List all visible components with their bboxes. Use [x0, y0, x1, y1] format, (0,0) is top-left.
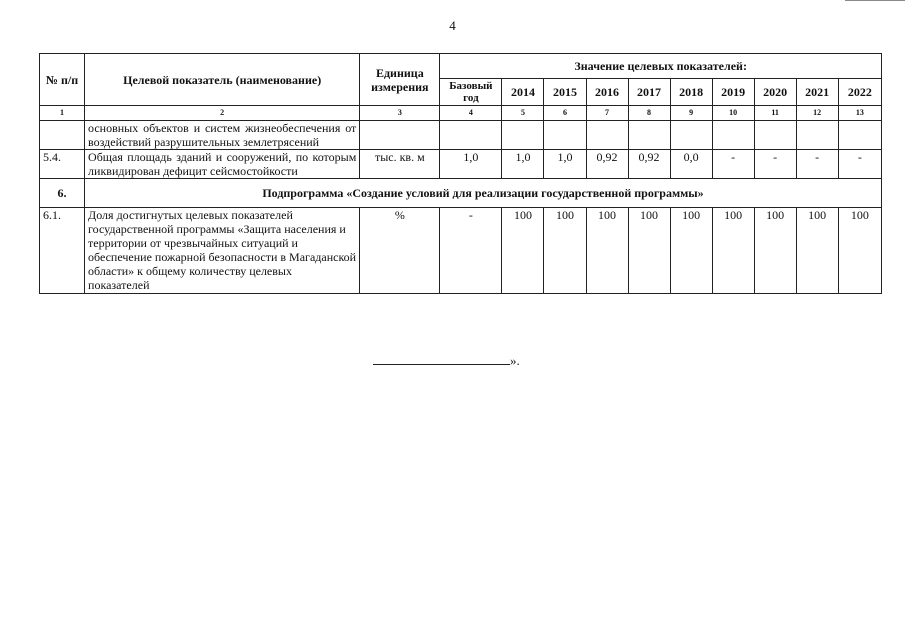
- row-value: [670, 121, 712, 150]
- row-value: [754, 121, 796, 150]
- row-value: 100: [628, 208, 670, 294]
- row-value: 100: [796, 208, 838, 294]
- row-unit: [360, 121, 440, 150]
- header-unit: Единица измерения: [360, 54, 440, 106]
- row-value: 0,0: [670, 150, 712, 179]
- closing-line: [373, 352, 520, 369]
- column-number: 5: [502, 106, 544, 121]
- row-value: [544, 121, 586, 150]
- row-value: [838, 121, 881, 150]
- row-num: 6.1.: [40, 208, 85, 294]
- row-value: [586, 121, 628, 150]
- header-year: 2014: [502, 79, 544, 106]
- header-year: 2015: [544, 79, 586, 106]
- column-number: 9: [670, 106, 712, 121]
- top-edge-rule: [845, 0, 905, 1]
- row-value: -: [838, 150, 881, 179]
- row-unit: тыс. кв. м: [360, 150, 440, 179]
- target-indicators-table: [39, 53, 882, 294]
- column-number: 13: [838, 106, 881, 121]
- row-value: 1,0: [502, 150, 544, 179]
- column-number: 10: [712, 106, 754, 121]
- header-year: 2016: [586, 79, 628, 106]
- column-number: 3: [360, 106, 440, 121]
- header-num: № п/п: [40, 54, 85, 106]
- row-value: 0,92: [628, 150, 670, 179]
- row-value: [796, 121, 838, 150]
- column-number: 8: [628, 106, 670, 121]
- row-value: [628, 121, 670, 150]
- row-value: [502, 121, 544, 150]
- header-year: 2022: [838, 79, 881, 106]
- row-base: -: [440, 208, 502, 294]
- row-indicator: основных объектов и систем жизнеобеспечения от воздействий разрушительных землетрясений: [85, 121, 360, 150]
- row-indicator: Доля достигнутых целевых показателей государственной программы «Защита населения и территории от чрезвычайных ситуаций и обеспечение пожарной безопасности в Магаданской области» к общему количеству целевых показателей: [85, 208, 360, 294]
- header-year: 2021: [796, 79, 838, 106]
- row-value: 100: [838, 208, 881, 294]
- row-value: 100: [544, 208, 586, 294]
- column-number: 12: [796, 106, 838, 121]
- column-number: 6: [544, 106, 586, 121]
- row-value: [712, 121, 754, 150]
- column-number: 4: [440, 106, 502, 121]
- row-num: 5.4.: [40, 150, 85, 179]
- column-number: 11: [754, 106, 796, 121]
- row-value: 100: [502, 208, 544, 294]
- page-number: 4: [449, 18, 456, 33]
- row-value: 1,0: [544, 150, 586, 179]
- row-value: 100: [586, 208, 628, 294]
- closing-quote-mark: ».: [510, 353, 520, 368]
- header-year: 2018: [670, 79, 712, 106]
- header-year: 2019: [712, 79, 754, 106]
- row-value: 100: [712, 208, 754, 294]
- closing-underline: [373, 352, 510, 365]
- row-value: 0,92: [586, 150, 628, 179]
- row-value: 100: [754, 208, 796, 294]
- header-year: 2017: [628, 79, 670, 106]
- column-number: 1: [40, 106, 85, 121]
- row-value: -: [754, 150, 796, 179]
- row-unit: %: [360, 208, 440, 294]
- subprogram-title: Подпрограмма «Создание условий для реализации государственной программы»: [85, 179, 882, 208]
- row-value: 100: [670, 208, 712, 294]
- header-values: Значение целевых показателей:: [440, 54, 882, 79]
- table-row: [40, 150, 882, 179]
- column-number: 7: [586, 106, 628, 121]
- row-value: -: [712, 150, 754, 179]
- header-row-1: [40, 54, 882, 79]
- header-indicator: Целевой показатель (наименование): [85, 54, 360, 106]
- table-row: [40, 208, 882, 294]
- header-base-year: Базовый год: [440, 79, 502, 106]
- subprogram-num: 6.: [40, 179, 85, 208]
- row-base: [440, 121, 502, 150]
- column-number-row: [40, 106, 882, 121]
- subprogram-row: [40, 179, 882, 208]
- row-indicator: Общая площадь зданий и сооружений, по которым ликвидирован дефицит сейсмостойкости: [85, 150, 360, 179]
- row-base: 1,0: [440, 150, 502, 179]
- table-row: [40, 121, 882, 150]
- row-value: -: [796, 150, 838, 179]
- column-number: 2: [85, 106, 360, 121]
- row-num: [40, 121, 85, 150]
- header-year: 2020: [754, 79, 796, 106]
